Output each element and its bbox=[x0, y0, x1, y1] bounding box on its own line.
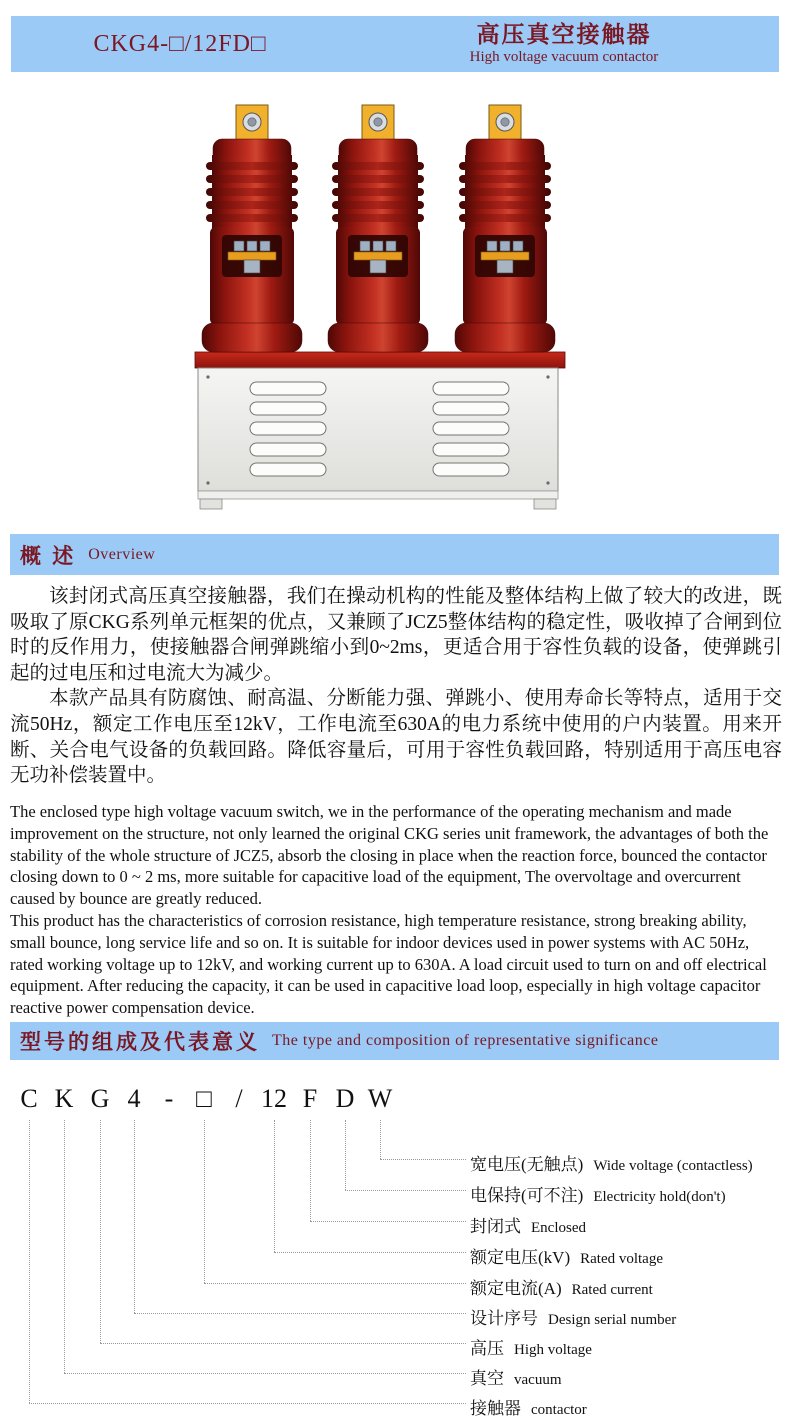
label-en: vacuum bbox=[514, 1372, 562, 1388]
diagram-label-wide-voltage bbox=[470, 1150, 753, 1175]
overview-zh-paragraph-1: 该封闭式高压真空接触器，我们在操动机构的性能及整体结构上做了较大的改进，既吸取了原CKG系列单元框架的优点，又兼顾了JCZ5整体结构的稳定性，吸收掉了合闸到位时的反作用力，使接触器合闸弹跳缩小到0~2ms，更适合用于容性负载的设备，使弹跳引起的过电压和过电流大为减少。 bbox=[10, 586, 782, 684]
label-en: Electricity hold(don't) bbox=[593, 1189, 726, 1205]
type-heading-en: The type and composition of representative significance bbox=[272, 1032, 659, 1049]
product-image bbox=[185, 95, 605, 515]
connector-line bbox=[100, 1120, 101, 1343]
connector-line bbox=[64, 1373, 466, 1374]
label-en: Wide voltage (contactless) bbox=[593, 1158, 753, 1174]
overview-text-zh bbox=[10, 584, 782, 789]
model-seg-box: □ bbox=[196, 1084, 212, 1113]
label-zh: 高压 bbox=[470, 1339, 504, 1358]
model-seg-C: C bbox=[20, 1084, 38, 1113]
type-heading-zh: 型号的组成及代表意义 bbox=[20, 1030, 260, 1054]
label-zh: 额定电流(A) bbox=[470, 1279, 562, 1298]
header-bar bbox=[11, 16, 779, 72]
model-seg-K: K bbox=[54, 1084, 74, 1113]
model-seg-W: W bbox=[367, 1084, 393, 1113]
product-model-code: CKG4-□/12FD□ bbox=[93, 30, 267, 57]
connector-line bbox=[345, 1190, 466, 1191]
label-zh: 接触器 bbox=[470, 1399, 521, 1418]
connector-line bbox=[274, 1252, 466, 1253]
label-zh: 电保持(可不注) bbox=[470, 1186, 584, 1205]
diagram-label-electricity-hold bbox=[470, 1181, 726, 1206]
label-en: Design serial number bbox=[548, 1312, 677, 1328]
overview-heading-zh: 概 述 bbox=[20, 543, 77, 568]
vacuum-poles bbox=[202, 105, 555, 352]
connector-line bbox=[204, 1120, 205, 1283]
connector-line bbox=[380, 1120, 381, 1159]
label-zh: 额定电压(kV) bbox=[470, 1248, 571, 1267]
connector-line bbox=[204, 1283, 466, 1284]
type-section-bar bbox=[10, 1022, 779, 1060]
header-title-cell bbox=[349, 22, 779, 66]
label-zh: 封闭式 bbox=[470, 1217, 521, 1236]
connector-line bbox=[310, 1221, 466, 1222]
connector-line bbox=[29, 1403, 466, 1404]
label-zh: 真空 bbox=[470, 1369, 504, 1388]
connector-line bbox=[29, 1120, 30, 1403]
model-seg-dash: - bbox=[164, 1084, 174, 1113]
connector-line bbox=[134, 1120, 135, 1313]
overview-zh-paragraph-2: 本款产品具有防腐蚀、耐高温、分断能力强、弹跳小、使用寿命长等特点，适用于交流50Hz，额定工作电压至12kV，工作电流至630A的电力系统中使用的户内装置。用来开断、关合电气设备的负载回路。降低容量后，可用于容性负载回路，特别适用于高压电容无功补偿装置中。 bbox=[10, 688, 782, 787]
diagram-label-rated-current bbox=[470, 1274, 653, 1299]
model-seg-12: 12 bbox=[261, 1084, 287, 1113]
label-en: Rated current bbox=[571, 1282, 653, 1298]
connector-line bbox=[345, 1120, 346, 1190]
cabinet bbox=[195, 352, 565, 509]
connector-line bbox=[64, 1120, 65, 1373]
label-en: High voltage bbox=[514, 1342, 592, 1358]
model-seg-F: F bbox=[302, 1084, 318, 1113]
diagram-label-rated-voltage bbox=[470, 1243, 663, 1268]
label-zh: 宽电压(无触点) bbox=[470, 1155, 584, 1174]
diagram-label-high-voltage bbox=[470, 1334, 592, 1359]
label-zh: 设计序号 bbox=[470, 1309, 538, 1328]
diagram-label-design-serial bbox=[470, 1304, 676, 1329]
diagram-label-enclosed bbox=[470, 1212, 586, 1237]
connector-line bbox=[380, 1159, 466, 1160]
model-seg-G: G bbox=[90, 1084, 110, 1113]
label-en: Rated voltage bbox=[580, 1251, 663, 1267]
overview-text-en bbox=[10, 801, 785, 1019]
connector-line bbox=[134, 1313, 466, 1314]
product-title-zh: 高压真空接触器 bbox=[476, 22, 652, 48]
product-title-en: High voltage vacuum contactor bbox=[469, 48, 659, 65]
model-seg-slash: / bbox=[235, 1084, 243, 1113]
diagram-label-contactor bbox=[470, 1394, 587, 1419]
overview-section-bar bbox=[10, 534, 779, 575]
overview-en-paragraph-2: This product has the characteristics of corrosion resistance, high temperature resistance, strong breaking ability, small bounce, long service life and so on. It is suitable for indoor devices used in power systems with AC 50Hz, rated working voltage up to 12kV, and working current up to 630A. A load circuit used to turn on and off electrical equipment. After reducing the capacity, it can be used in capacitive load loop, especially in high voltage capacitor reactive power compensation device. bbox=[10, 910, 767, 1018]
connector-line bbox=[274, 1120, 275, 1252]
label-en: Enclosed bbox=[531, 1220, 586, 1236]
model-seg-D: D bbox=[335, 1084, 355, 1113]
label-en: contactor bbox=[531, 1402, 587, 1418]
connector-line bbox=[100, 1343, 466, 1344]
connector-line bbox=[310, 1120, 311, 1221]
diagram-label-vacuum bbox=[470, 1364, 561, 1389]
overview-en-paragraph-1: The enclosed type high voltage vacuum switch, we in the performance of the operating mechanism and made improvement on the structure, not only learned the original CKG series unit framework, the advantages of both the stability of the whole structure of JCZ5, absorb the closing in place when the reaction force, bounced the contactor closing down to 0 ~ 2 ms, more suitable for capacitive load of the equipment, The overvoltage and overcurrent caused by bounce are greatly reduced. bbox=[10, 802, 769, 909]
overview-heading-en: Overview bbox=[88, 545, 156, 563]
header-model-cell bbox=[11, 31, 349, 58]
model-seg-4: 4 bbox=[127, 1084, 141, 1113]
